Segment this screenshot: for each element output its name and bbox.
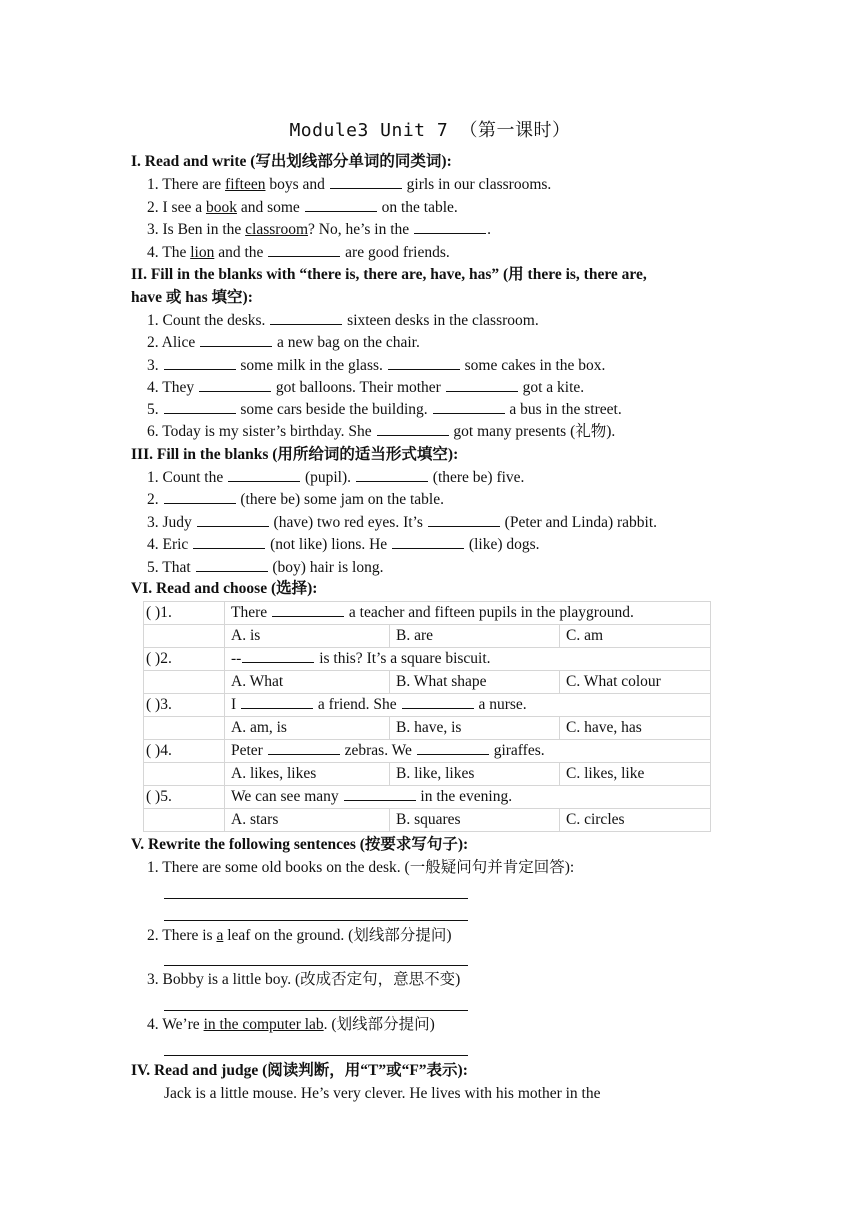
option-b[interactable]: B. What shape [390, 671, 560, 694]
s2-item-6: 6. Today is my sister’s birthday. She got many presents (礼物). [147, 423, 616, 440]
answer-blank[interactable] [402, 695, 474, 709]
options-row [144, 717, 711, 740]
section-6-heading: IV. Read and judge (阅读判断，用“T”或“F”表示): [131, 1062, 468, 1079]
s5-item-1: 1. There are some old books on the desk. (一般疑问句并肯定回答): [147, 859, 575, 876]
answer-blank[interactable] [242, 649, 314, 663]
answer-blank[interactable] [199, 378, 271, 392]
option-a[interactable]: A. am, is [225, 717, 390, 740]
question-text: We can see many in the evening. [225, 786, 711, 809]
answer-blank[interactable] [164, 356, 236, 370]
s3-item-2: 2. (there be) some jam on the table. [147, 491, 444, 508]
question-row [144, 602, 711, 625]
answer-paren[interactable]: ( )1. [144, 602, 225, 625]
answer-blank[interactable] [392, 535, 464, 549]
option-c[interactable]: C. am [560, 625, 711, 648]
s3-item-1: 1. Count the (pupil). (there be) five. [147, 469, 525, 486]
s5-item-3: 3. Bobby is a little boy. (改成否定句，意思不变) [147, 971, 461, 988]
option-a[interactable]: A. is [225, 625, 390, 648]
options-row [144, 625, 711, 648]
option-a[interactable]: A. What [225, 671, 390, 694]
option-c[interactable]: C. What colour [560, 671, 711, 694]
option-b[interactable]: B. squares [390, 809, 560, 832]
writing-line[interactable] [164, 1055, 468, 1056]
option-b[interactable]: B. like, likes [390, 763, 560, 786]
answer-blank[interactable] [414, 220, 486, 234]
s5-item-4: 4. We’re in the computer lab. (划线部分提问) [147, 1016, 435, 1033]
answer-blank[interactable] [196, 558, 268, 572]
question-row [144, 648, 711, 671]
section-2-heading: II. Fill in the blanks with “there is, there are, have, has” (用 there is, there are, [131, 266, 647, 283]
writing-line[interactable] [164, 898, 468, 899]
s2-item-3: 3. some milk in the glass. some cakes in the box. [147, 357, 606, 374]
section-3-heading: III. Fill in the blanks (用所给词的适当形式填空): [131, 446, 459, 463]
page-title: Module3 Unit 7 （第一课时） [289, 120, 571, 141]
answer-paren[interactable]: ( )2. [144, 648, 225, 671]
question-text: I a friend. She a nurse. [225, 694, 711, 717]
answer-paren[interactable]: ( )3. [144, 694, 225, 717]
answer-blank[interactable] [193, 535, 265, 549]
question-row [144, 740, 711, 763]
answer-blank[interactable] [344, 787, 416, 801]
answer-blank[interactable] [433, 400, 505, 414]
s1-item-1: 1. There are fifteen boys and girls in our classrooms. [147, 176, 552, 193]
s2-item-5: 5. some cars beside the building. a bus in the street. [147, 401, 622, 418]
section-2-heading-cont: have 或 has 填空): [131, 289, 253, 306]
s1-item-2: 2. I see a book and some on the table. [147, 199, 458, 216]
s5-item-2: 2. There is a leaf on the ground. (划线部分提问) [147, 927, 452, 944]
option-b[interactable]: B. have, is [390, 717, 560, 740]
option-c[interactable]: C. circles [560, 809, 711, 832]
answer-blank[interactable] [228, 468, 300, 482]
question-row [144, 786, 711, 809]
options-row [144, 671, 711, 694]
multiple-choice-table [143, 601, 711, 832]
s2-item-1: 1. Count the desks. sixteen desks in the classroom. [147, 312, 539, 329]
answer-blank[interactable] [270, 311, 342, 325]
answer-blank[interactable] [197, 513, 269, 527]
answer-blank[interactable] [268, 243, 340, 257]
option-c[interactable]: C. likes, like [560, 763, 711, 786]
s2-item-4: 4. They got balloons. Their mother got a kite. [147, 379, 585, 396]
answer-blank[interactable] [200, 333, 272, 347]
question-text: There a teacher and fifteen pupils in the playground. [225, 602, 711, 625]
section-4-heading: VI. Read and choose (选择): [131, 580, 318, 597]
option-a[interactable]: A. stars [225, 809, 390, 832]
answer-blank[interactable] [272, 603, 344, 617]
section-5-heading: V. Rewrite the following sentences (按要求写句子): [131, 836, 469, 853]
answer-blank[interactable] [446, 378, 518, 392]
section-1-heading: I. Read and write (写出划线部分单词的同类词): [131, 153, 452, 170]
writing-line[interactable] [164, 920, 468, 921]
answer-blank[interactable] [356, 468, 428, 482]
s1-item-3: 3. Is Ben in the classroom? No, he’s in the . [147, 221, 491, 238]
option-a[interactable]: A. likes, likes [225, 763, 390, 786]
reading-passage: Jack is a little mouse. He’s very clever. He lives with his mother in the [164, 1085, 601, 1102]
answer-blank[interactable] [164, 490, 236, 504]
s3-item-4: 4. Eric (not like) lions. He (like) dogs. [147, 536, 540, 553]
question-row [144, 694, 711, 717]
options-row [144, 763, 711, 786]
answer-paren[interactable]: ( )5. [144, 786, 225, 809]
answer-blank[interactable] [305, 198, 377, 212]
s2-item-2: 2. Alice a new bag on the chair. [147, 334, 420, 351]
options-row [144, 809, 711, 832]
answer-paren[interactable]: ( )4. [144, 740, 225, 763]
answer-blank[interactable] [428, 513, 500, 527]
s3-item-5: 5. That (boy) hair is long. [147, 559, 384, 576]
option-c[interactable]: C. have, has [560, 717, 711, 740]
writing-line[interactable] [164, 1010, 468, 1011]
s3-item-3: 3. Judy (have) two red eyes. It’s (Peter and Linda) rabbit. [147, 514, 658, 531]
option-b[interactable]: B. are [390, 625, 560, 648]
writing-line[interactable] [164, 965, 468, 966]
answer-blank[interactable] [268, 741, 340, 755]
answer-blank[interactable] [388, 356, 460, 370]
answer-blank[interactable] [417, 741, 489, 755]
answer-blank[interactable] [241, 695, 313, 709]
answer-blank[interactable] [330, 175, 402, 189]
answer-blank[interactable] [377, 422, 449, 436]
question-text: Peter zebras. We giraffes. [225, 740, 711, 763]
question-text: -- is this? It’s a square biscuit. [225, 648, 711, 671]
answer-blank[interactable] [164, 400, 236, 414]
s1-item-4: 4. The lion and the are good friends. [147, 244, 450, 261]
